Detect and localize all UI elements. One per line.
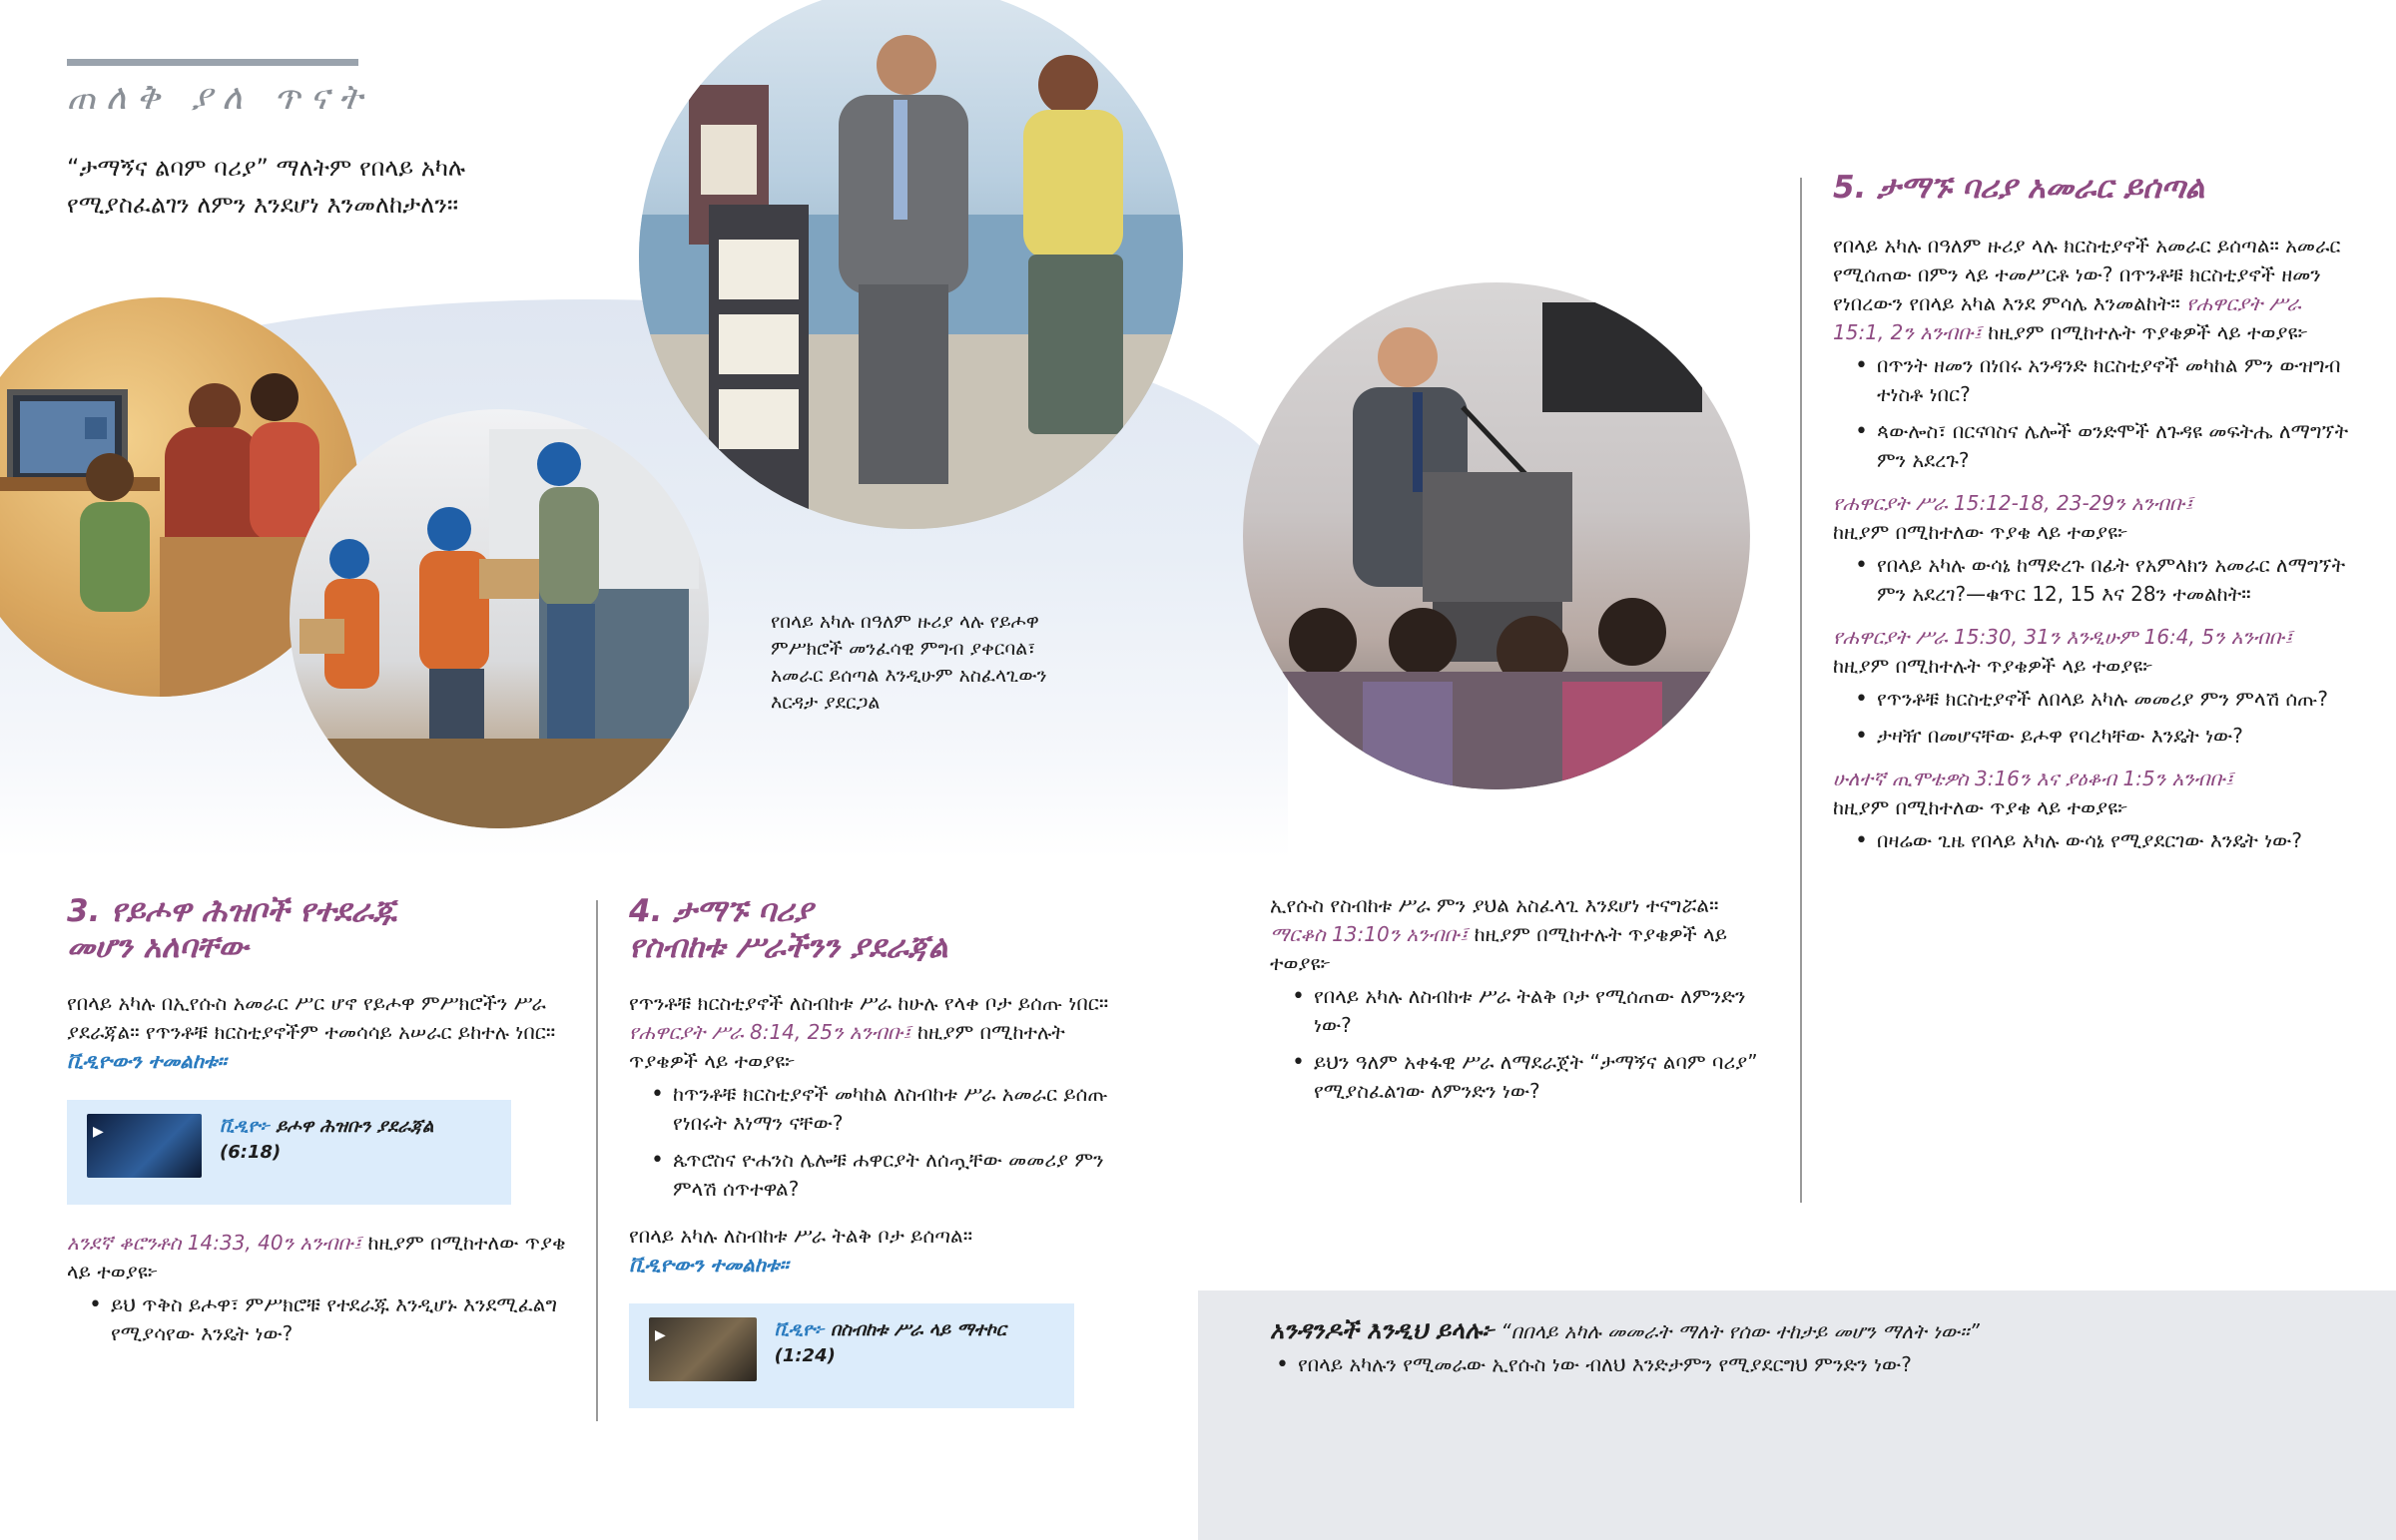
section-4-heading-line1: 4. ታማኙ ባሪያ: [629, 893, 813, 929]
middle-reading-text: ከዚያም በሚከተሉት ጥያቄዎች ላይ ተወያዩ፦: [1270, 922, 1728, 975]
section-4-video-card[interactable]: [629, 1303, 1074, 1408]
section-4-questions: [629, 1080, 1128, 1204]
question-item: • ከጥንቶቹ ክርስቲያኖች መካከል ለስብከቱ ሥራ አመራር ይሰጡ የነበሩት እነማን ናቸው?: [673, 1080, 1128, 1138]
section-5-questions-2: [1833, 551, 2352, 609]
speaker-podium-illustration: [1243, 282, 1750, 789]
question-item: • የበላይ አካሉን የሚመራው ኢየሱስ ነው ብለህ እንድታምን የሚያደርግህ ምንድን ነው?: [1298, 1350, 2348, 1379]
section-3-reading-ref: አንደኛ ቆሮንቶስ 14:33, 40ን አንብቡ፤: [67, 1231, 362, 1255]
deep-study-title: ጠለቅ ያለ ጥናት: [67, 78, 372, 118]
video-thumbnail[interactable]: [87, 1114, 202, 1178]
video-duration: (1:24): [774, 1345, 836, 1366]
section-5-questions-3: [1833, 685, 2352, 751]
section-5-ref3: የሐዋርያት ሥራ 15:30, 31ን እንዲሁም 16:4, 5ን አንብቡ፤: [1833, 625, 2293, 649]
some-say-content: [1270, 1316, 2348, 1387]
play-icon[interactable]: ▶: [93, 1124, 104, 1140]
section-3-video-link[interactable]: ቪዲዮውን ተመልከቱ።: [67, 1049, 227, 1073]
video-label: ቪዲዮ፦: [774, 1319, 825, 1340]
question-item: • በዛሬው ጊዜ የበላይ አካሉ ውሳኔ የሚያደርገው እንዴት ነው?: [1877, 826, 2352, 855]
section-5-body-block: [1833, 232, 2352, 347]
question-item: • የበላይ አካሉ ለስብከቱ ሥራ ትልቅ ቦታ የሚሰጠው ለምንድን ነው?: [1314, 982, 1769, 1040]
section-5-heading: 5. ታማኙ ባሪያ አመራር ይሰጣል: [1833, 170, 2205, 206]
question-item: • ታዛዥ በመሆናቸው ይሖዋ የባረካቸው እንዴት ነው?: [1877, 722, 2352, 751]
section-3-heading-line2: መሆን አለባቸው: [67, 929, 249, 965]
question-item: • የበላይ አካሉ ውሳኔ ከማድረጉ በፊት የአምላክን አመራር ለማግኘት ምን አደረገ?—ቁጥር 12, 15 እና 28ን ተመልከት።: [1877, 551, 2352, 609]
section-5-ref4-text: ከዚያም በሚከተለው ጥያቄ ላይ ተወያዩ፦: [1833, 795, 2128, 819]
section-3-heading-line1: 3. የይሖዋ ሕዝቦች የተደራጁ: [67, 893, 397, 929]
photo-relief-workers: [290, 409, 709, 828]
play-icon[interactable]: ▶: [655, 1327, 666, 1343]
section-4-heading-line2: የስብከቱ ሥራችንን ያደራጃል: [629, 929, 948, 965]
video-title: በስብከቱ ሥራ ላይ ማተኮር: [830, 1319, 1006, 1340]
section-3-video-card[interactable]: [67, 1100, 511, 1205]
middle-reading-ref: ማርቆስ 13:10ን አንብቡ፤: [1270, 922, 1469, 946]
video-thumbnail[interactable]: [649, 1317, 757, 1381]
question-item: • ጳውሎስ፣ በርናባስና ሌሎች ወንድሞች ለጉዳዩ መፍትሔ ለማግኘት ምን አደረጉ?: [1877, 417, 2352, 475]
deep-study-intro: “ታማኝና ልባም ባሪያ” ማለትም የበላይ አካሉ የሚያስፈልገን ለምን እንደሆነ እንመለከታለን።: [67, 154, 466, 219]
section-4-reading-text: ከዚያም በሚከተሉት ጥያቄዎች ላይ ተወያዩ፦: [629, 1020, 1065, 1073]
section-5-ref2-block: [1833, 489, 2352, 547]
section-5-ref3-text: ከዚያም በሚከተሉት ጥያቄዎች ላይ ተወያዩ፦: [1833, 654, 2153, 678]
section-5-ref1: የሐዋርያት ሥራ 15:1, 2ን አንብቡ፤: [1833, 291, 2301, 344]
section-4-heading: [629, 893, 1128, 965]
section-5-ref2: የሐዋርያት ሥራ 15:12-18, 23-29ን አንብቡ፤: [1833, 491, 2193, 515]
question-item: • በጥንት ዘመን በነበሩ አንዳንድ ክርስቲያኖች መካከል ምን ውዝግብ ተነስቶ ነበር?: [1877, 351, 2352, 409]
section-5-ref1-text: ከዚያም በሚከተሉት ጥያቄዎች ላይ ተወያዩ፦: [1988, 320, 2309, 344]
relief-workers-illustration: [290, 409, 709, 828]
section-3-heading: [67, 893, 566, 965]
video-title: ይሖዋ ሕዝቡን ያደራጃል: [276, 1116, 434, 1137]
middle-body-block: [1270, 891, 1769, 978]
photo-caption: የበላይ አካሉ በዓለም ዙሪያ ላሉ የይሖዋ ምሥክሮች መንፈሳዊ ምግብ ያቀርባል፣ አመራር ይሰጣል እንዲሁም አስፈላጊውን እርዳታ ያደርጋል: [771, 611, 1047, 714]
section-4: [629, 893, 1128, 1408]
middle-column: [1270, 891, 1769, 1114]
publication-cart-illustration: [639, 0, 1183, 529]
question-item: • የጥንቶቹ ክርስቲያኖች ለበላይ አካሉ መመሪያ ምን ምላሽ ሰጡ?: [1877, 685, 2352, 714]
section-5-ref4-block: [1833, 765, 2352, 822]
some-say-box: [1198, 1290, 2396, 1540]
section-5-ref3-block: [1833, 623, 2352, 681]
some-say-quote: “በበላይ አካሉ መመራት ማለት የሰው ተከታይ መሆን ማለት ነው።”: [1500, 1319, 1980, 1343]
middle-body: ኢየሱስ የስብከቱ ሥራ ምን ያህል አስፈላጊ እንደሆነ ተናግሯል።: [1270, 893, 1719, 917]
section-5: [1833, 170, 2352, 863]
section-3-reading-text: ከዚያም በሚከተለው ጥያቄ ላይ ተወያዩ፦: [67, 1231, 566, 1283]
question-item: • ይህ ጥቅስ ይሖዋ፣ ምሥክሮቹ የተደራጁ እንዲሆኑ እንደሚፈልግ የሚያሳየው እንዴት ነው?: [111, 1290, 566, 1348]
photo-publication-cart: [639, 0, 1183, 529]
section-4-body2-block: [629, 1222, 1128, 1280]
section-4-video-text: [775, 1317, 1054, 1369]
section-4-video-link[interactable]: ቪዲዮውን ተመልከቱ።: [629, 1253, 789, 1277]
question-item: • ይህን ዓለም አቀፋዊ ሥራ ለማደራጀት “ታማኝና ልባም ባሪያ” የሚያስፈልገው ለምንድን ነው?: [1314, 1048, 1769, 1106]
column-divider: [1800, 178, 1802, 1203]
section-5-body: የበላይ አካሉ በዓለም ዙሪያ ላሉ ክርስቲያኖች አመራር ይሰጣል። አመራር የሚሰጠው በምን ላይ ተመሥርቶ ነው? በጥንቶቹ ክርስቲያኖች ዘመን የነበረውን የበላይ አካል እንደ ምሳሌ እንመልከት።: [1833, 234, 2341, 315]
some-say-label: አንዳንዶች እንዲህ ይላሉ፦: [1270, 1316, 1495, 1344]
section-5-ref2-text: ከዚያም በሚከተለው ጥያቄ ላይ ተወያዩ፦: [1833, 520, 2128, 544]
photo-speaker-podium: [1243, 282, 1750, 789]
question-item: • ጴጥሮስና ዮሐንስ ሌሎቹ ሐዋርያት ለሰጧቸው መመሪያ ምን ምላሽ ሰጥተዋል?: [673, 1146, 1128, 1204]
section-3-questions: [67, 1290, 566, 1348]
video-label: ቪዲዮ፦: [220, 1116, 271, 1137]
section-5-questions-1: [1833, 351, 2352, 475]
middle-questions: [1270, 982, 1769, 1106]
section-3-body: የበላይ አካሉ በኢየሱስ አመራር ሥር ሆኖ የይሖዋ ምሥክሮችን ሥራ ያደራጃል። የጥንቶቹ ክርስቲያኖችም ተመሳሳይ አሠራር ይከተሉ ነበር።: [67, 991, 556, 1044]
section-3-body-block: [67, 989, 566, 1076]
section-4-body-block: [629, 989, 1128, 1076]
section-3-video-text: [220, 1114, 433, 1166]
section-5-ref4: ሁለተኛ ጢሞቴዎስ 3:16ን እና ያዕቆብ 1:5ን አንብቡ፤: [1833, 767, 2234, 790]
some-say-questions: [1270, 1350, 2348, 1379]
section-4-body: የጥንቶቹ ክርስቲያኖች ለስብከቱ ሥራ ከሁሉ የላቀ ቦታ ይሰጡ ነበር።: [629, 991, 1109, 1015]
section-4-reading-ref: የሐዋርያት ሥራ 8:14, 25ን አንብቡ፤: [629, 1020, 911, 1044]
section-3: [67, 893, 566, 1356]
section-4-body2: የበላይ አካሉ ለስብከቱ ሥራ ትልቅ ቦታ ይሰጣል።: [629, 1224, 973, 1248]
title-rule: [67, 59, 358, 66]
video-duration: (6:18): [220, 1142, 282, 1163]
column-divider: [596, 900, 598, 1421]
section-3-reading: [67, 1229, 566, 1286]
section-5-questions-4: [1833, 826, 2352, 855]
